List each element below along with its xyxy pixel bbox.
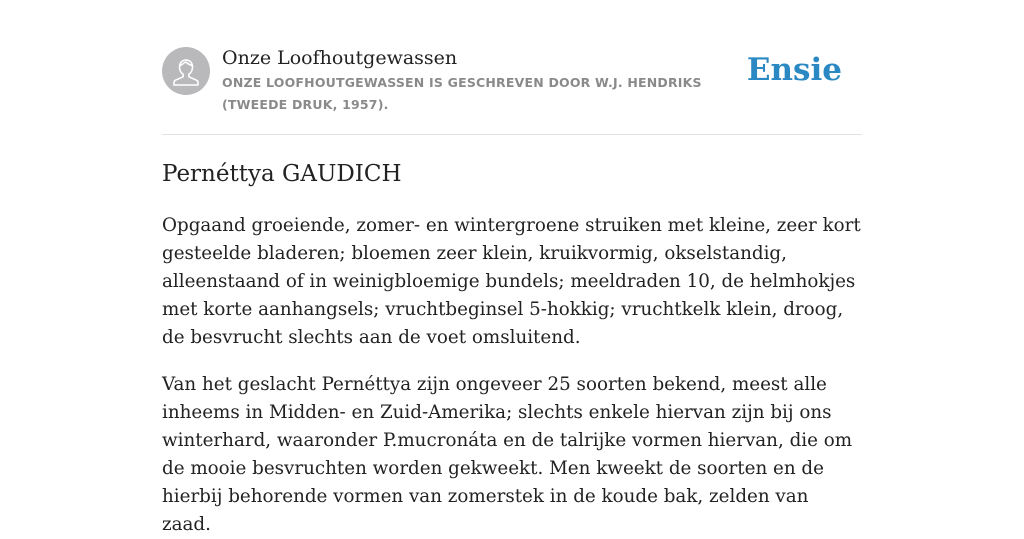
source-header — [162, 0, 862, 135]
source-title[interactable]: Onze Loofhoutgewassen — [222, 47, 458, 69]
entry-paragraph: Opgaand groeiende, zomer- en wintergroene struiken met kleine, zeer kort gesteelde bladeren; bloemen zeer klein, kruikvormig, okselstandig, alleenstaand of in weinigbloemige bundels; meeldraden 10, de helmhokjes met korte aanhangsels; vruchtbeginsel 5-hokkig; vruchtkelk klein, droog, de besvrucht slechts aan de voet omsluitend. — [162, 215, 861, 348]
ensie-logo[interactable]: Ensie — [746, 52, 842, 88]
entry-title: Pernéttya GAUDICH — [162, 161, 402, 187]
page — [162, 0, 862, 535]
source-description: ONZE LOOFHOUTGEWASSEN IS GESCHREVEN DOOR W.J. HENDRIKS (TWEEDE DRUK, 1957). — [222, 75, 702, 112]
user-silhouette-icon — [162, 47, 210, 95]
entry-paragraph: Van het geslacht Pernéttya zijn ongeveer 25 soorten bekend, meest alle inheems in Midden- en Zuid-Amerika; slechts enkele hiervan zijn bij ons winterhard, waaronder P.mucronáta en de talrijke vormen hiervan, die om de mooie besvruchten worden gekweekt. Men kweekt de soorten en de hierbij behorende vormen van zomerstek in de koude bak, zelden van zaad. — [162, 374, 853, 535]
